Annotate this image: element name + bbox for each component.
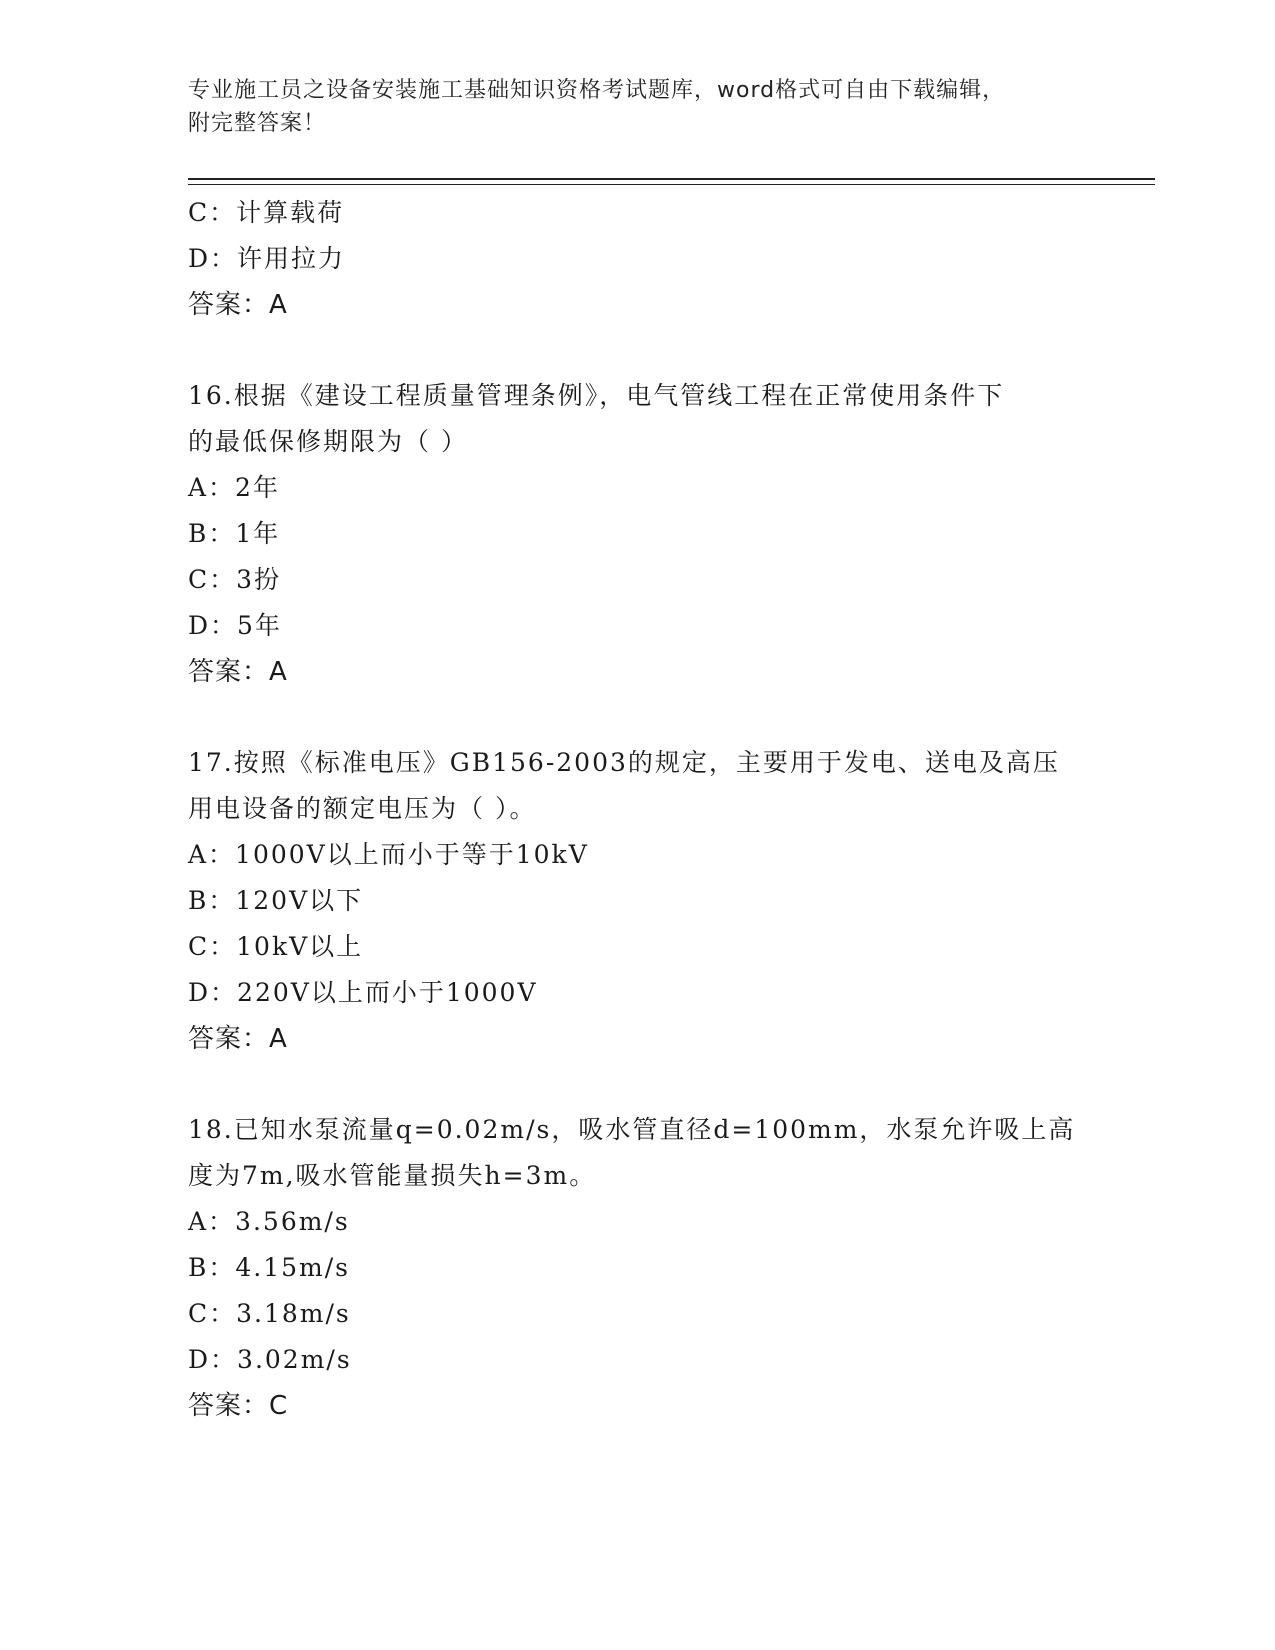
block-spacer bbox=[188, 695, 1088, 740]
question-stem-line-2: 度为7m,吸水管能量损失h=3m。 bbox=[188, 1161, 597, 1190]
option-b: B：4.15m/s bbox=[188, 1253, 350, 1282]
document-header bbox=[188, 74, 1068, 140]
block-spacer bbox=[188, 328, 1088, 373]
answer-line: 答案：C bbox=[188, 1391, 289, 1421]
question-stem-line-2: 的最低保修期限为（ ） bbox=[188, 427, 468, 456]
question-17 bbox=[188, 740, 1088, 1062]
option-c: C：计算载荷 bbox=[188, 198, 345, 227]
option-a: A：2年 bbox=[188, 473, 280, 502]
answer-line: 答案：A bbox=[188, 657, 288, 687]
header-line-1: 专业施工员之设备安装施工基础知识资格考试题库，word格式可自由下载编辑， bbox=[188, 78, 1006, 103]
header-divider-thick bbox=[188, 178, 1155, 180]
block-spacer bbox=[188, 1062, 1088, 1107]
header-line-2: 附完整答案！ bbox=[188, 111, 327, 136]
option-d: D：3.02m/s bbox=[188, 1345, 352, 1374]
question-stem-line-1: 17.按照《标准电压》GB156-2003的规定，主要用于发电、送电及高压 bbox=[188, 748, 1060, 777]
option-d: D：许用拉力 bbox=[188, 244, 346, 273]
question-18 bbox=[188, 1107, 1088, 1429]
answer-line: 答案：A bbox=[188, 290, 288, 320]
option-a: A：3.56m/s bbox=[188, 1207, 350, 1236]
option-d: D：5年 bbox=[188, 611, 282, 640]
option-d: D：220V以上而小于1000V bbox=[188, 978, 538, 1007]
prev-question-block bbox=[188, 190, 1088, 328]
answer-line: 答案：A bbox=[188, 1024, 288, 1054]
question-content bbox=[188, 190, 1088, 1429]
option-b: B：1年 bbox=[188, 519, 281, 548]
option-b: B：120V以下 bbox=[188, 886, 364, 915]
question-stem-line-2: 用电设备的额定电压为（ ）。 bbox=[188, 794, 537, 823]
option-c: C：3扮 bbox=[188, 565, 282, 594]
option-a: A：1000V以上而小于等于10kV bbox=[188, 840, 589, 869]
header-divider-thin bbox=[188, 184, 1155, 185]
option-c: C：10kV以上 bbox=[188, 932, 364, 961]
question-16 bbox=[188, 373, 1088, 695]
option-c: C：3.18m/s bbox=[188, 1299, 351, 1328]
question-stem-line-1: 16.根据《建设工程质量管理条例》，电气管线工程在正常使用条件下 bbox=[188, 381, 1005, 410]
question-stem-line-1: 18.已知水泵流量q=0.02m/s，吸水管直径d=100mm，水泵允许吸上高 bbox=[188, 1115, 1076, 1144]
